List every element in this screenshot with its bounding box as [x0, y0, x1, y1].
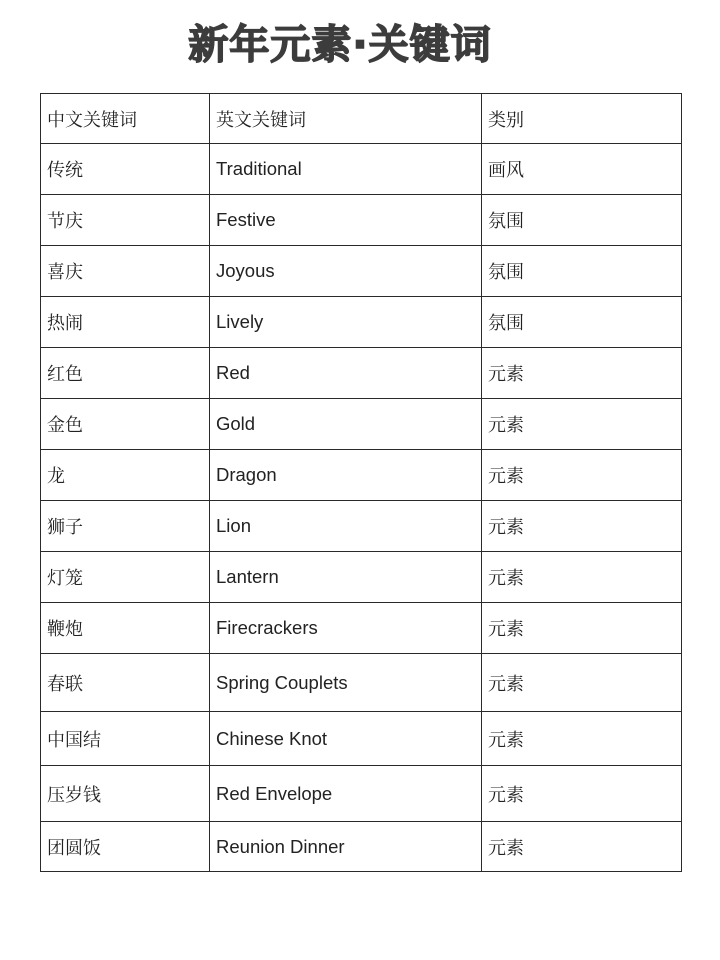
table-row [41, 348, 682, 399]
table-row [41, 144, 682, 195]
category-cell: 元素 [482, 399, 682, 450]
chinese-keyword-cell: 红色 [41, 348, 210, 399]
category-cell: 氛围 [482, 195, 682, 246]
category-cell: 元素 [482, 603, 682, 654]
category-cell: 画风 [482, 144, 682, 195]
table-row [41, 822, 682, 872]
category-cell: 元素 [482, 822, 682, 872]
english-keyword-cell: Dragon [210, 450, 482, 501]
chinese-keyword-cell: 金色 [41, 399, 210, 450]
english-keyword-cell: Traditional [210, 144, 482, 195]
english-keyword-cell: Chinese Knot [210, 712, 482, 766]
english-keyword-cell: Lantern [210, 552, 482, 603]
chinese-keyword-cell: 灯笼 [41, 552, 210, 603]
chinese-keyword-cell: 热闹 [41, 297, 210, 348]
chinese-keyword-cell: 压岁钱 [41, 766, 210, 822]
keyword-table [40, 93, 682, 872]
english-keyword-cell: Firecrackers [210, 603, 482, 654]
chinese-keyword-cell: 传统 [41, 144, 210, 195]
chinese-keyword-cell: 中国结 [41, 712, 210, 766]
chinese-keyword-cell: 龙 [41, 450, 210, 501]
english-keyword-cell: Lively [210, 297, 482, 348]
table-row [41, 712, 682, 766]
english-keyword-cell: Gold [210, 399, 482, 450]
english-keyword-cell: Red Envelope [210, 766, 482, 822]
table-header-row [41, 94, 682, 144]
header-chinese-keyword: 中文关键词 [41, 94, 210, 144]
english-keyword-cell: Spring Couplets [210, 654, 482, 712]
table-row [41, 399, 682, 450]
header-english-keyword: 英文关键词 [210, 94, 482, 144]
table-row [41, 246, 682, 297]
table-row [41, 501, 682, 552]
chinese-keyword-cell: 节庆 [41, 195, 210, 246]
english-keyword-cell: Lion [210, 501, 482, 552]
table-row [41, 450, 682, 501]
english-keyword-cell: Red [210, 348, 482, 399]
category-cell: 氛围 [482, 297, 682, 348]
category-cell: 元素 [482, 766, 682, 822]
category-cell: 氛围 [482, 246, 682, 297]
chinese-keyword-cell: 团圆饭 [41, 822, 210, 872]
chinese-keyword-cell: 狮子 [41, 501, 210, 552]
table-row [41, 654, 682, 712]
table-row [41, 603, 682, 654]
english-keyword-cell: Festive [210, 195, 482, 246]
chinese-keyword-cell: 喜庆 [41, 246, 210, 297]
english-keyword-cell: Joyous [210, 246, 482, 297]
category-cell: 元素 [482, 501, 682, 552]
category-cell: 元素 [482, 552, 682, 603]
category-cell: 元素 [482, 348, 682, 399]
page-title: 新年元素·关键词 [188, 22, 492, 68]
category-cell: 元素 [482, 654, 682, 712]
chinese-keyword-cell: 春联 [41, 654, 210, 712]
table-row [41, 297, 682, 348]
table-row [41, 552, 682, 603]
category-cell: 元素 [482, 712, 682, 766]
english-keyword-cell: Reunion Dinner [210, 822, 482, 872]
chinese-keyword-cell: 鞭炮 [41, 603, 210, 654]
table-row [41, 766, 682, 822]
category-cell: 元素 [482, 450, 682, 501]
table-row [41, 195, 682, 246]
header-category: 类别 [482, 94, 682, 144]
